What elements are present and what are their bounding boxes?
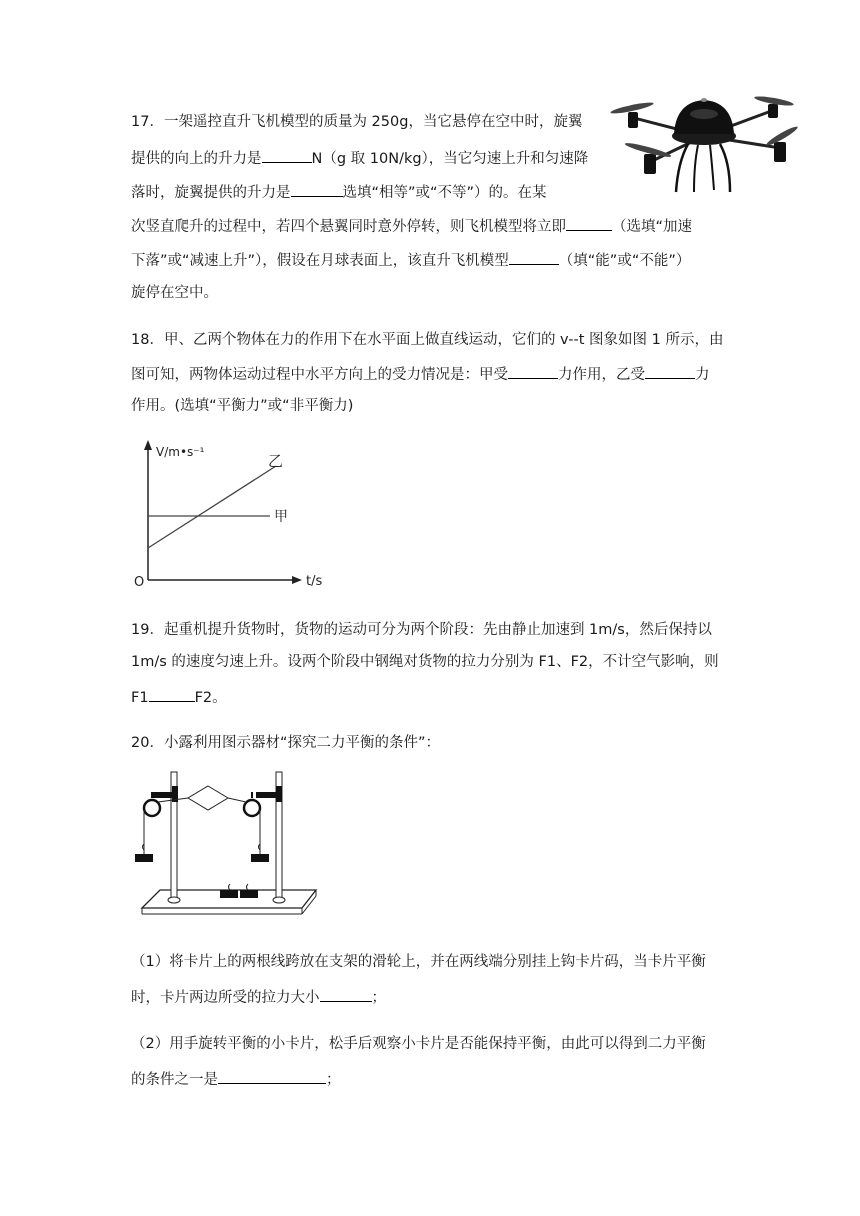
y-axis-arrow-icon xyxy=(144,440,152,450)
q17-text: 下落”或“减速上升”），假设在月球表面上，该直升飞机模型 xyxy=(131,253,509,269)
line-yi xyxy=(148,466,276,548)
q20-text: ； xyxy=(326,1072,341,1088)
q20-text: ； xyxy=(371,990,386,1006)
q17-text: （填“能”或“不能”） xyxy=(558,253,691,269)
weight-icon xyxy=(135,854,153,862)
q17-text: 提供的向上的升力是 xyxy=(131,151,262,167)
origin-label: O xyxy=(134,575,145,590)
x-axis-arrow-icon xyxy=(292,576,302,584)
q20-text: 的条件之一是 xyxy=(131,1072,218,1088)
q17-line-4 xyxy=(131,215,692,237)
q19-line-1: 19．起重机提升货物时，货物的运动可分为两个阶段：先由静止加速到 1m/s，然后保持以 xyxy=(131,622,712,638)
q18-text: 力 xyxy=(695,367,710,383)
motor-icon xyxy=(644,154,656,174)
q18-line-3: 作用。(选填“平衡力”或“非平衡力) xyxy=(131,398,354,414)
q19-text: F2。 xyxy=(194,690,227,706)
weight-icon xyxy=(240,890,258,898)
x-axis-label: t/s xyxy=(306,574,323,589)
q19-line-3 xyxy=(131,686,227,708)
q20-p2-line-1: （2）用手旋转平衡的小卡片，松手后观察小卡片是否能保持平衡，由此可以得到二力平衡 xyxy=(131,1036,706,1052)
q20-blank-1[interactable] xyxy=(320,986,372,1002)
series-label-jia: 甲 xyxy=(274,509,288,525)
motor-icon xyxy=(628,112,638,128)
q17-text: N（g 取 10N/kg），当它匀速上升和匀速降 xyxy=(311,151,589,167)
series-label-yi: 乙 xyxy=(268,452,284,470)
q17-blank-3[interactable] xyxy=(566,215,612,231)
q17-text: 落时，旋翼提供的升力是 xyxy=(131,185,291,201)
vt-graph xyxy=(128,436,348,596)
q17-text: 次竖直爬升的过程中，若四个悬翼同时意外停转，则飞机模型将立即 xyxy=(131,219,566,235)
q18-text: 图可知，两物体运动过程中水平方向上的受力情况是：甲受 xyxy=(131,367,508,383)
q18-blank-2[interactable] xyxy=(645,363,695,379)
q18-blank-1[interactable] xyxy=(508,363,558,379)
q19-blank-1[interactable] xyxy=(149,686,195,702)
motor-icon xyxy=(774,142,786,162)
weight-icon xyxy=(220,890,238,898)
q18-line-1: 18．甲、乙两个物体在力的作用下在水平面上做直线运动，它们的 v--t 图象如图 1 所示，由 xyxy=(131,332,724,348)
q17-text: 选填“相等”或“不等”）的。在某 xyxy=(342,185,547,201)
q18-line-2 xyxy=(131,363,710,385)
apparatus-image xyxy=(130,764,326,920)
q17-line-1: 17．一架遥控直升飞机模型的质量为 250g，当它悬停在空中时，旋翼 xyxy=(131,114,583,130)
q20-p1-line-1: （1）将卡片上的两根线跨放在支架的滑轮上，并在两线端分别挂上钩卡片码，当卡片平衡 xyxy=(131,954,706,970)
q18-text: 力作用，乙受 xyxy=(558,367,645,383)
q20-p2-line-2 xyxy=(131,1068,341,1090)
pulley-icon xyxy=(144,800,160,816)
q19-text: F1 xyxy=(131,690,149,706)
q17-line-2 xyxy=(131,147,588,169)
weight-icon xyxy=(251,854,269,862)
q17-blank-4[interactable] xyxy=(509,249,559,265)
y-axis-label: V/m•s⁻¹ xyxy=(156,445,205,459)
q17-line-6: 旋停在空中。 xyxy=(131,285,218,301)
q20-p1-line-2 xyxy=(131,986,386,1008)
q17-blank-2[interactable] xyxy=(291,181,343,197)
q17-line-5 xyxy=(131,249,690,271)
q17-line-3 xyxy=(131,181,547,203)
q20-line-1: 20．小露利用图示器材“探究二力平衡的条件”： xyxy=(131,735,440,751)
q19-line-2: 1m/s 的速度匀速上升。设两个阶段中钢绳对货物的拉力分别为 F1、F2，不计空气影响，则 xyxy=(131,654,719,670)
pulley-icon xyxy=(244,800,260,816)
q17-blank-1[interactable] xyxy=(262,147,312,163)
drone-image xyxy=(606,92,802,204)
motor-icon xyxy=(768,104,778,118)
q20-text: 时，卡片两边所受的拉力大小 xyxy=(131,990,320,1006)
q20-blank-2[interactable] xyxy=(218,1068,326,1084)
q17-text: （选填“加速 xyxy=(612,219,693,235)
